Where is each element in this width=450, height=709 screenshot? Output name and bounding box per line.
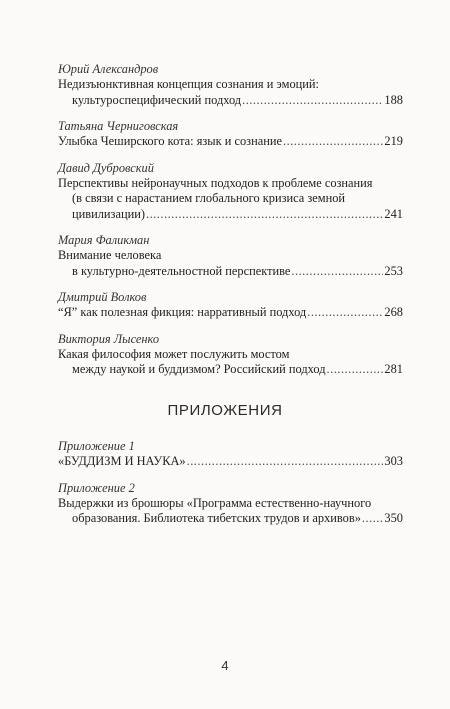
appendix-title-text: образования. Библиотека тибетских трудов и архивов» (72, 511, 361, 525)
toc-author: Мария Фаликман (58, 233, 150, 247)
dot-leader (307, 305, 383, 321)
dot-leader (187, 454, 384, 470)
appendix-page-number: 350 (384, 511, 403, 525)
appendix-title-line (58, 454, 403, 470)
toc-author: Виктория Лысенко (58, 331, 160, 346)
toc-entry (58, 119, 403, 150)
toc-title-text: культуроспецифический подход (72, 92, 242, 107)
toc-author: Дмитрий Волков (58, 290, 147, 304)
dot-leader (327, 362, 384, 378)
appendices-heading: ПРИЛОЖЕНИЯ (167, 402, 283, 419)
toc-title-last-line (58, 134, 403, 150)
toc-entry (58, 332, 403, 378)
toc-title-last-line (58, 264, 403, 280)
toc-author: Юрий Александров (58, 62, 159, 76)
toc-entry (58, 62, 403, 108)
dot-leader (362, 511, 384, 527)
toc-title-line: Какая философия может послужить мостом (58, 346, 290, 361)
appendix-title-line: Выдержки из брошюры «Программа естественно-научного (58, 495, 372, 510)
toc-title-text: Улыбка Чеширского кота: язык и сознание (58, 134, 282, 148)
appendix-label: Приложение 2 (58, 480, 135, 495)
toc-title-text: в культурно-деятельностной перспективе (72, 263, 291, 278)
toc-entry (58, 290, 403, 321)
toc-title-last-line (58, 362, 403, 378)
appendices-list (58, 439, 403, 538)
toc-title-line: Перспективы нейронаучных подходов к проблеме сознания (58, 175, 373, 190)
toc-page-number: 268 (384, 305, 403, 319)
appendix-entry (58, 439, 403, 470)
toc-entry (58, 161, 403, 223)
toc-title-last-line (58, 93, 403, 109)
toc-title-line: Недизъюнктивная концепция сознания и эмоций: (58, 77, 320, 91)
appendix-title-last-line (58, 511, 403, 527)
toc-page-number: 281 (384, 362, 403, 376)
toc-author: Давид Дубровский (58, 160, 154, 175)
toc-title-text: “Я” как полезная фикция: нарративный подход (58, 305, 307, 319)
toc-title-last-line (58, 305, 403, 321)
toc-title-line: (в связи с нарастанием глобального кризиса земной (72, 191, 346, 205)
toc-title-text: между наукой и буддизмом? Российский подход (72, 362, 326, 376)
toc-author: Татьяна Черниговская (58, 119, 179, 133)
page-number: 4 (221, 658, 229, 673)
dot-leader (242, 93, 383, 109)
dot-leader (291, 264, 383, 280)
toc-page-number: 253 (384, 263, 403, 278)
toc-title-last-line (58, 207, 403, 223)
appendix-entry (58, 481, 403, 527)
appendix-title-text: «БУДДИЗМ И НАУКА» (58, 454, 186, 468)
dot-leader (146, 207, 383, 223)
toc-title-text: цивилизации) (72, 206, 145, 221)
table-of-contents (58, 62, 403, 389)
toc-entry (58, 233, 403, 279)
appendix-page-number: 303 (384, 454, 403, 468)
appendix-label: Приложение 1 (58, 439, 135, 453)
toc-page-number: 188 (384, 92, 403, 107)
toc-page-number: 241 (384, 206, 403, 221)
toc-page-number: 219 (384, 134, 403, 148)
dot-leader (283, 134, 383, 150)
toc-title-line: Внимание человека (58, 248, 162, 262)
